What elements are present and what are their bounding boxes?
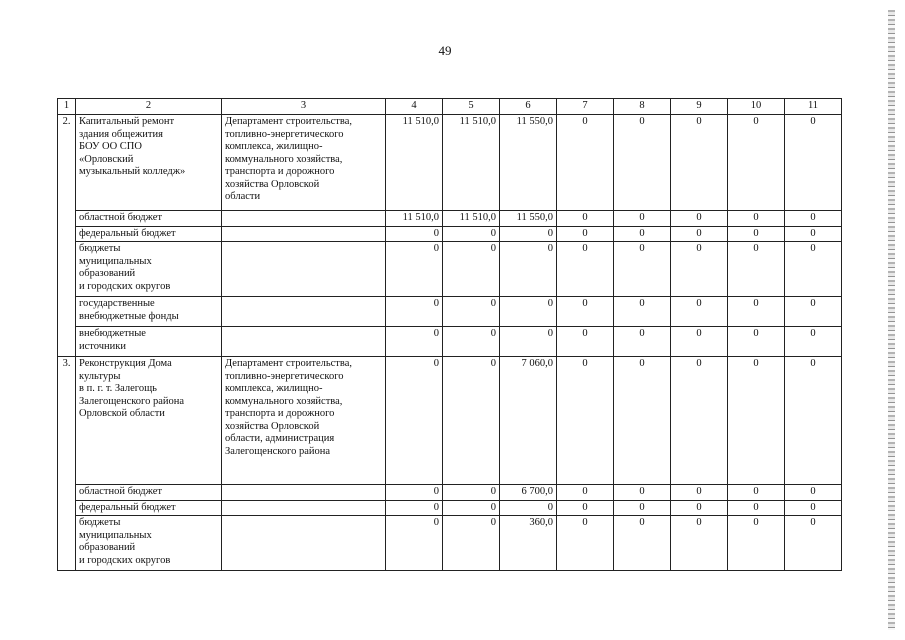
executor-empty [222,327,386,357]
funding-value: 0 [386,327,443,357]
funding-value: 11 510,0 [443,115,500,211]
funding-value: 0 [728,226,785,242]
funding-value: 0 [500,242,557,297]
funding-value: 0 [386,516,443,571]
funding-source-label: государственные внебюджетные фонды [76,297,222,327]
funding-value: 0 [728,297,785,327]
funding-value: 0 [614,297,671,327]
funding-value: 11 550,0 [500,211,557,227]
funding-value: 0 [500,327,557,357]
column-number: 2 [76,99,222,115]
funding-value: 0 [614,327,671,357]
funding-value: 0 [728,357,785,485]
project-executor: Департамент строительства, топливно-энергетического комплекса, жилищно- коммунального хозяйства, транспорта и дорожного хозяйства Орловской области, администрация Залегощенского района [222,357,386,485]
column-number: 11 [785,99,842,115]
funding-value: 0 [614,211,671,227]
funding-value: 0 [557,500,614,516]
budget-table [57,98,842,571]
funding-source-label: областной бюджет [76,211,222,227]
funding-value: 0 [785,242,842,297]
project-row [58,115,842,211]
funding-source-label: федеральный бюджет [76,500,222,516]
funding-value: 0 [728,211,785,227]
funding-value: 0 [443,516,500,571]
funding-source-row [58,500,842,516]
funding-value: 0 [785,297,842,327]
funding-value: 0 [557,115,614,211]
funding-value: 11 510,0 [386,115,443,211]
funding-source-label: областной бюджет [76,485,222,501]
executor-empty [222,485,386,501]
funding-value: 0 [671,115,728,211]
page-number: 49 [438,43,452,58]
funding-value: 0 [443,357,500,485]
funding-value: 0 [443,226,500,242]
funding-value: 0 [500,297,557,327]
column-number: 5 [443,99,500,115]
column-number: 8 [614,99,671,115]
funding-value: 0 [614,242,671,297]
funding-value: 0 [557,485,614,501]
funding-value: 0 [671,485,728,501]
funding-value: 0 [614,485,671,501]
funding-value: 0 [557,516,614,571]
funding-value: 0 [785,500,842,516]
funding-source-row [58,211,842,227]
funding-value: 0 [614,226,671,242]
funding-value: 0 [386,500,443,516]
funding-value: 0 [785,115,842,211]
funding-value: 0 [728,516,785,571]
funding-source-row [58,242,842,297]
funding-value: 0 [443,327,500,357]
funding-value: 0 [557,327,614,357]
funding-value: 0 [671,516,728,571]
executor-empty [222,242,386,297]
project-name: Реконструкция Дома культуры в п. г. т. Залегощь Залегощенского района Орловской области [76,357,222,485]
funding-value: 0 [557,226,614,242]
funding-value: 0 [557,242,614,297]
executor-empty [222,500,386,516]
column-number: 4 [386,99,443,115]
project-number: 3. [58,357,76,571]
funding-value: 0 [443,297,500,327]
funding-value: 0 [671,327,728,357]
column-number: 7 [557,99,614,115]
funding-value: 0 [728,242,785,297]
project-number: 2. [58,115,76,357]
funding-value: 0 [785,357,842,485]
funding-value: 0 [557,211,614,227]
funding-source-label: бюджеты муниципальных образований и городских округов [76,516,222,571]
funding-value: 0 [614,516,671,571]
header-row [58,99,842,115]
project-executor: Департамент строительства, топливно-энергетического комплекса, жилищно- коммунального хозяйства, транспорта и дорожного хозяйства Орловской области [222,115,386,211]
funding-value: 360,0 [500,516,557,571]
funding-value: 0 [614,115,671,211]
column-number: 6 [500,99,557,115]
funding-source-row [58,226,842,242]
funding-value: 7 060,0 [500,357,557,485]
funding-value: 0 [386,242,443,297]
funding-value: 0 [500,500,557,516]
funding-value: 0 [785,211,842,227]
funding-value: 0 [671,242,728,297]
funding-value: 0 [386,226,443,242]
funding-value: 0 [671,226,728,242]
funding-source-row [58,516,842,571]
executor-empty [222,516,386,571]
funding-value: 0 [557,357,614,485]
funding-value: 0 [785,226,842,242]
funding-value: 0 [785,485,842,501]
column-number: 1 [58,99,76,115]
funding-value: 0 [671,297,728,327]
funding-source-label: бюджеты муниципальных образований и городских округов [76,242,222,297]
funding-value: 6 700,0 [500,485,557,501]
column-number: 9 [671,99,728,115]
funding-value: 11 550,0 [500,115,557,211]
funding-source-row [58,327,842,357]
funding-source-label: федеральный бюджет [76,226,222,242]
funding-value: 0 [386,357,443,485]
funding-value: 0 [671,500,728,516]
funding-value: 0 [614,500,671,516]
column-number: 3 [222,99,386,115]
funding-source-row [58,297,842,327]
funding-value: 0 [785,327,842,357]
funding-value: 0 [500,226,557,242]
funding-value: 0 [386,297,443,327]
funding-value: 0 [728,500,785,516]
funding-value: 11 510,0 [386,211,443,227]
funding-value: 0 [443,242,500,297]
funding-source-row [58,485,842,501]
funding-value: 0 [443,485,500,501]
executor-empty [222,226,386,242]
funding-value: 0 [671,211,728,227]
funding-source-label: внебюджетные источники [76,327,222,357]
funding-value: 0 [386,485,443,501]
funding-value: 0 [614,357,671,485]
project-name: Капитальный ремонт здания общежития БОУ ОО СПО «Орловский музыкальный колледж» [76,115,222,211]
funding-value: 0 [443,500,500,516]
project-row [58,357,842,485]
funding-value: 0 [728,115,785,211]
funding-value: 11 510,0 [443,211,500,227]
funding-value: 0 [557,297,614,327]
funding-value: 0 [728,485,785,501]
column-number: 10 [728,99,785,115]
scan-edge-artifact [888,10,895,630]
executor-empty [222,297,386,327]
executor-empty [222,211,386,227]
funding-value: 0 [728,327,785,357]
funding-value: 0 [671,357,728,485]
funding-value: 0 [785,516,842,571]
